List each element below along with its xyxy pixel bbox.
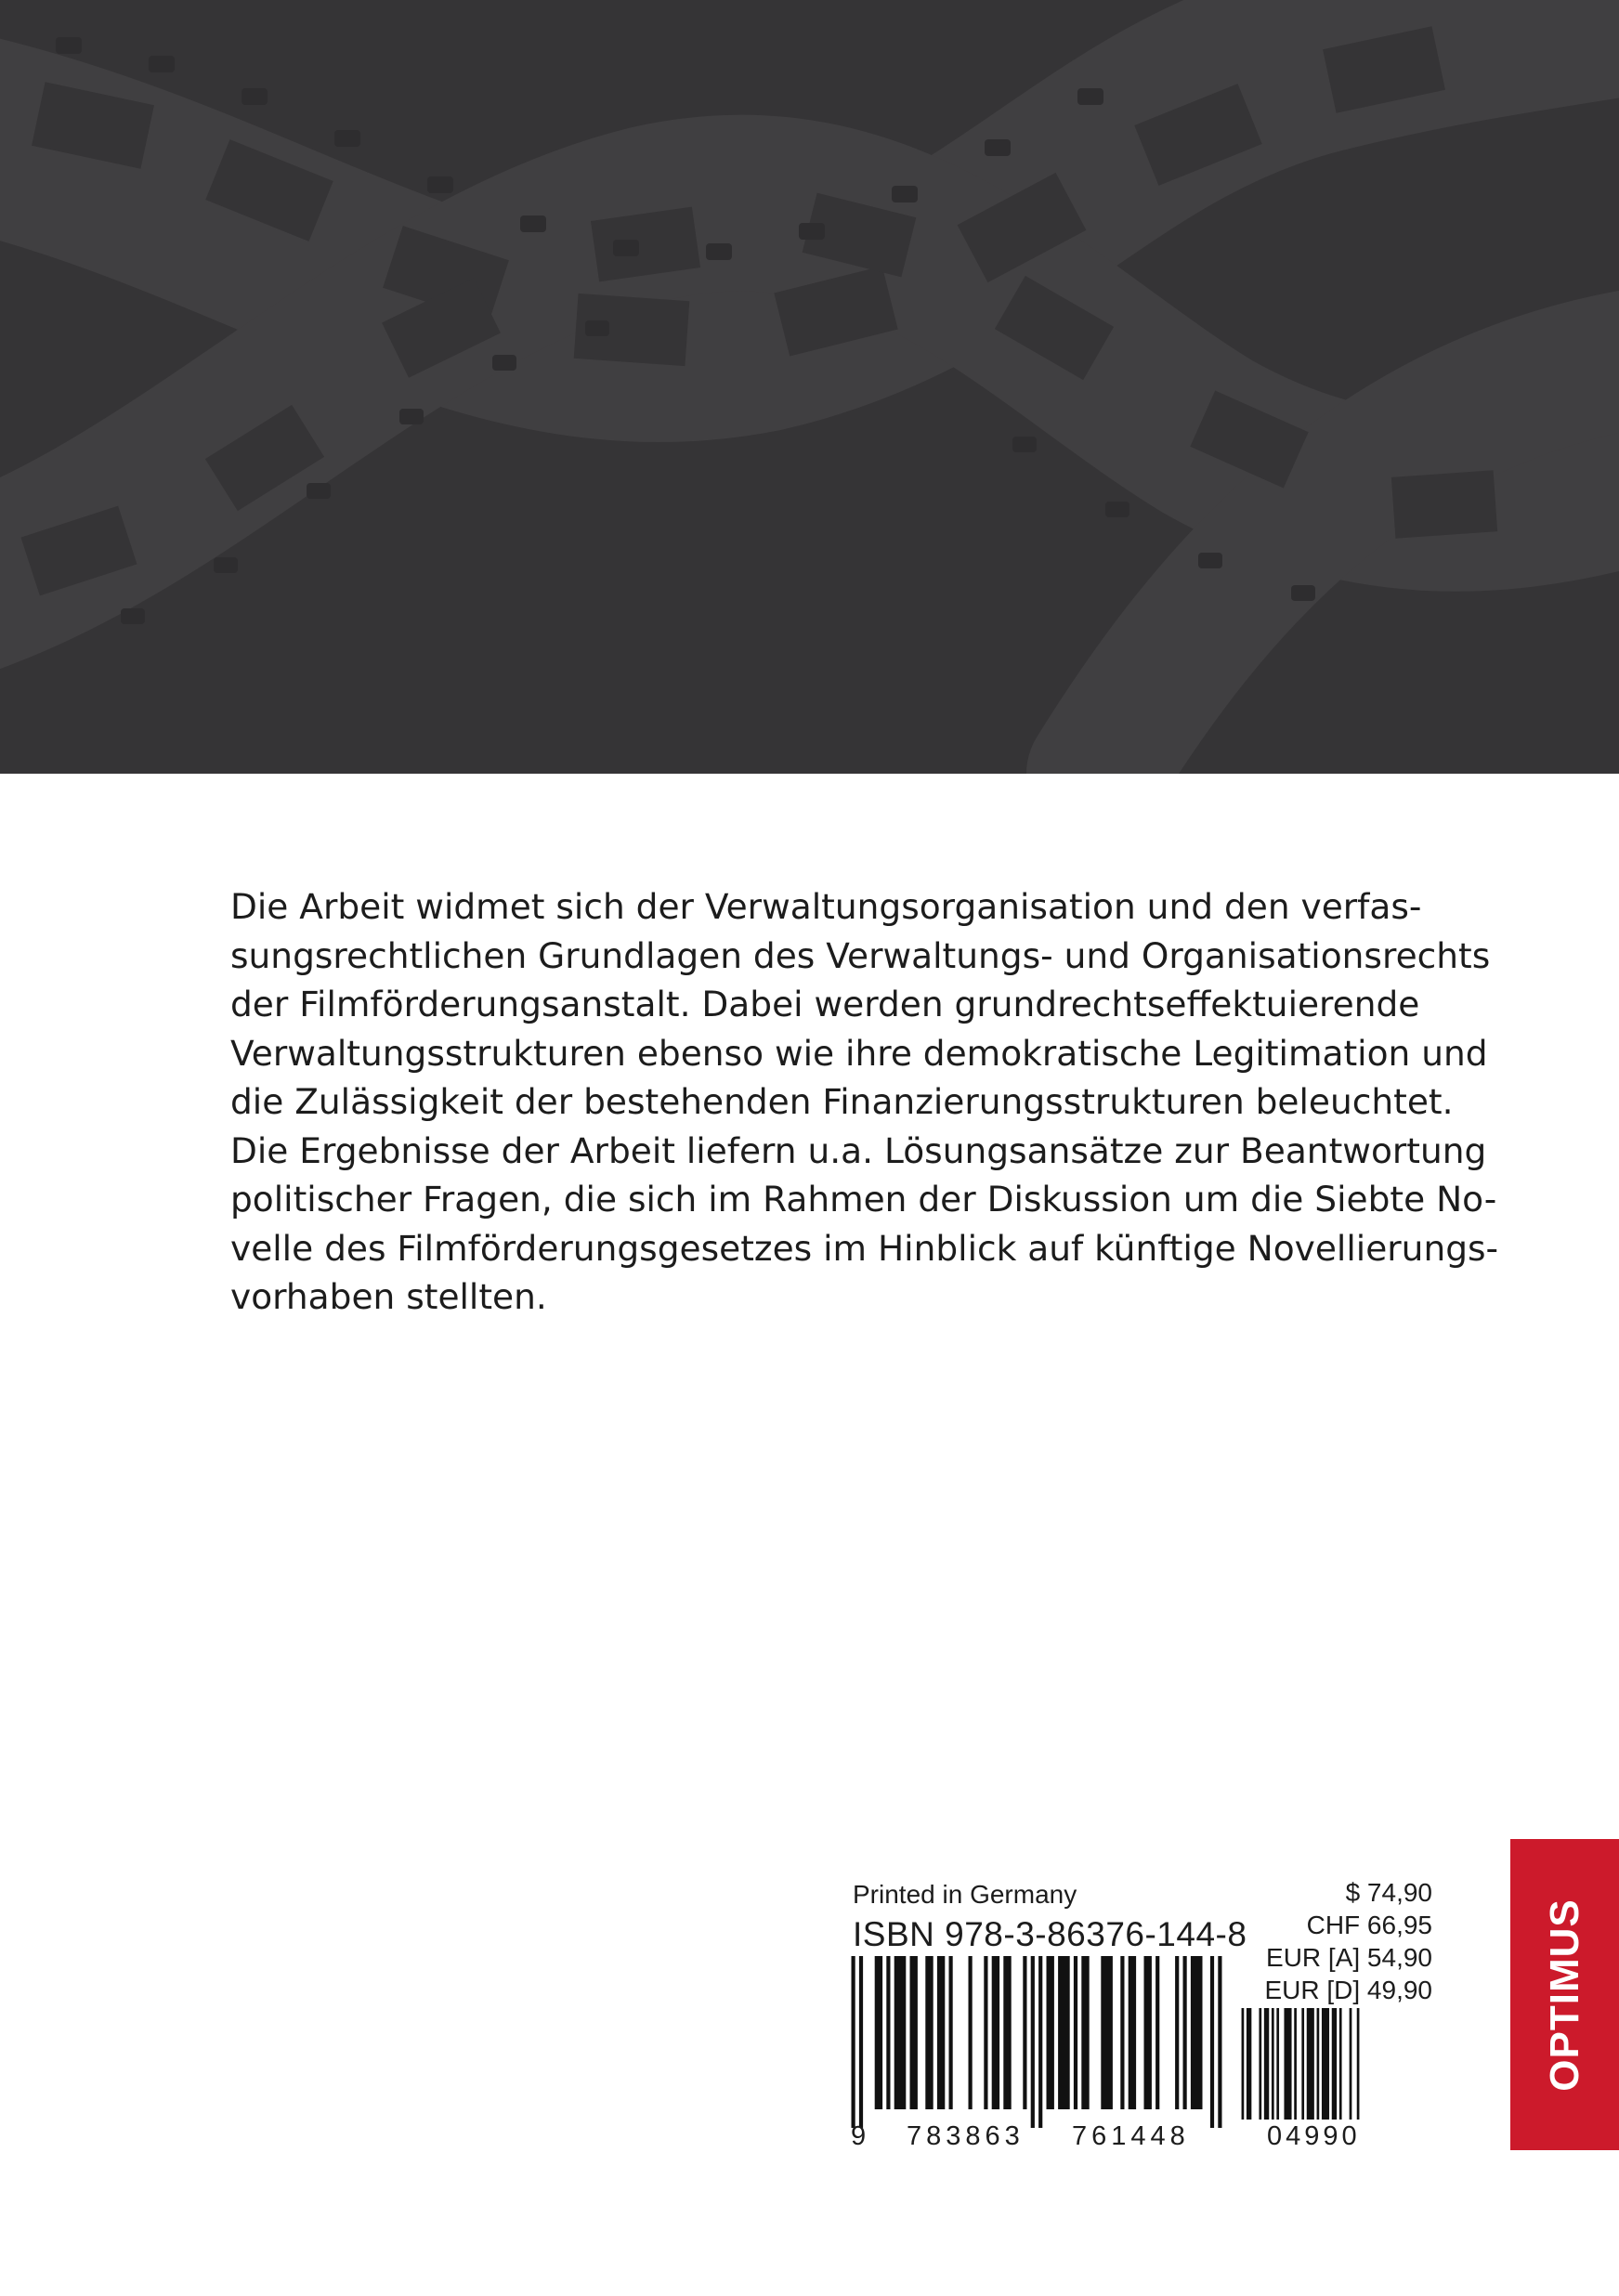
barcode-bar bbox=[925, 1956, 933, 2109]
price-addon-barcode bbox=[1241, 2008, 1360, 2124]
barcode-bar bbox=[1322, 2008, 1329, 2120]
price-eur-a: EUR [A] 54,90 bbox=[1266, 1943, 1432, 1972]
barcode-bar bbox=[859, 1956, 863, 2128]
blurb-line: die Zulässigkeit der bestehenden Finanzierungsstrukturen beleuchtet. bbox=[230, 1081, 1454, 1122]
blurb-line: velle des Filmförderungsgesetzes im Hinblick auf künftige Novellierungs- bbox=[230, 1227, 1499, 1269]
barcode-bar bbox=[1247, 2008, 1251, 2120]
cover-header-band bbox=[0, 0, 1619, 774]
barcode-bar bbox=[1242, 2008, 1245, 2120]
barcode-bar bbox=[1350, 2008, 1352, 2120]
barcode-bar bbox=[1294, 2008, 1297, 2120]
barcode-bar bbox=[1357, 2008, 1360, 2120]
price-list bbox=[1191, 1876, 1432, 2006]
barcode-bar bbox=[1272, 2008, 1274, 2120]
barcode-bar bbox=[1183, 1956, 1187, 2109]
barcode-bar bbox=[1038, 1956, 1042, 2128]
barcode-bar bbox=[1120, 1956, 1124, 2109]
barcode-bar bbox=[894, 1956, 907, 2109]
barcode-bar bbox=[1259, 2008, 1261, 2120]
barcode-bar bbox=[1307, 2008, 1314, 2120]
barcode-bar bbox=[1276, 2008, 1279, 2120]
barcode-bar bbox=[1301, 2008, 1304, 2120]
blurb-line: politischer Fragen, die sich im Rahmen der Diskussion um die Siebte No- bbox=[230, 1179, 1497, 1220]
barcode-bar bbox=[1332, 2008, 1337, 2120]
barcode-bar bbox=[1047, 1956, 1054, 2109]
blurb-line: Verwaltungsstrukturen ebenso wie ihre demokratische Legitimation und bbox=[230, 1032, 1488, 1074]
barcode-bar bbox=[937, 1956, 945, 2109]
blurb-line: Die Arbeit widmet sich der Verwaltungsorganisation und den verfas- bbox=[230, 886, 1422, 927]
barcode-bar bbox=[1284, 2008, 1291, 2120]
barcode-bar bbox=[852, 1956, 855, 2128]
barcode-bar bbox=[1144, 1956, 1152, 2109]
barcode-bar bbox=[1074, 1956, 1077, 2109]
barcode-bar bbox=[1031, 1956, 1035, 2128]
film-strip-graphic bbox=[0, 0, 1619, 774]
publisher-logo-tab bbox=[1510, 1839, 1619, 2150]
price-usd: $ 74,90 bbox=[1345, 1878, 1432, 1907]
blurb-line: Die Ergebnisse der Arbeit liefern u.a. Lösungsansätze zur Beantwortung bbox=[230, 1129, 1487, 1171]
barcode-bar bbox=[1129, 1956, 1136, 2109]
barcode-bar bbox=[1218, 1956, 1221, 2128]
barcode-bar bbox=[1175, 1956, 1179, 2109]
blurb-line: vorhaben stellten. bbox=[230, 1276, 547, 1317]
barcode-bar bbox=[1058, 1956, 1070, 2109]
barcode-bar bbox=[1003, 1956, 1011, 2109]
barcode-bar bbox=[1101, 1956, 1113, 2109]
barcode-bar bbox=[910, 1956, 918, 2109]
price-chf: CHF 66,95 bbox=[1306, 1911, 1432, 1939]
barcode-bar bbox=[1155, 1956, 1159, 2109]
barcode-bar bbox=[1191, 1956, 1203, 2109]
barcode-bar bbox=[875, 1956, 882, 2109]
blurb-line: der Filmförderungsanstalt. Dabei werden grundrechtseffektuierende bbox=[230, 984, 1420, 1024]
barcode-bar bbox=[886, 1956, 890, 2109]
barcode-bar bbox=[1339, 2008, 1342, 2120]
barcode-bar bbox=[1317, 2008, 1320, 2120]
barcode-bar bbox=[984, 1956, 987, 2109]
barcode-bar bbox=[1210, 1956, 1214, 2128]
blurb-line: sungsrechtlichen Grundlagen des Verwaltungs- und Organisationsrechts bbox=[230, 934, 1491, 976]
book-blurb bbox=[230, 882, 1499, 1322]
isbn-label: ISBN 978-3-86376-144-8 bbox=[853, 1915, 1247, 1953]
barcode-bar bbox=[969, 1956, 973, 2109]
barcode-block bbox=[851, 1876, 1434, 2159]
printed-in-label: Printed in Germany bbox=[853, 1880, 1077, 1909]
price-eur-d: EUR [D] 49,90 bbox=[1264, 1976, 1432, 2004]
barcode-digits-addon: 04990 bbox=[1267, 2121, 1361, 2151]
ean13-barcode bbox=[851, 1956, 1222, 2133]
barcode-bar bbox=[1264, 2008, 1269, 2120]
publisher-logo: OPTIMUS bbox=[1541, 1898, 1587, 2092]
barcode-bar bbox=[1081, 1956, 1089, 2109]
barcode-digits-left: 783863 bbox=[907, 2121, 1025, 2151]
barcode-bar bbox=[992, 1956, 999, 2109]
barcode-digit-lead: 9 bbox=[851, 2121, 867, 2151]
barcode-bar bbox=[1023, 1956, 1026, 2109]
barcode-bar bbox=[949, 1956, 953, 2109]
barcode-digits-right: 761448 bbox=[1072, 2121, 1190, 2151]
